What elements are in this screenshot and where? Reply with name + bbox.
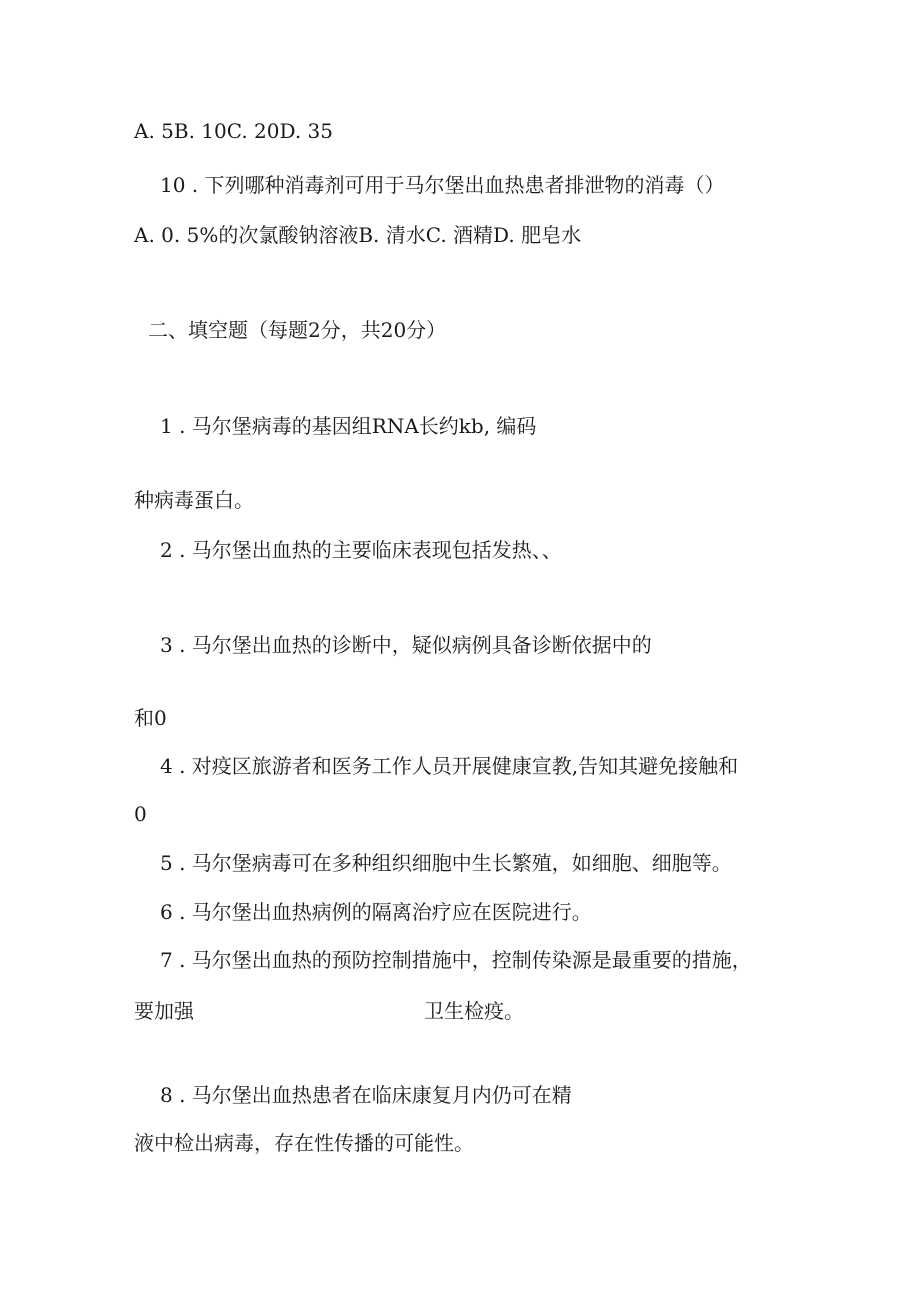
fill-question-7-cont-right: 卫生检疫。 — [424, 999, 524, 1023]
fill-question-2: 2 . 马尔堡出血热的主要临床表现包括发热、、 — [160, 538, 562, 562]
fill-question-1: 1 . 马尔堡病毒的基因组RNA长约kb, 编码 — [160, 414, 537, 438]
fill-question-4: 4 . 对疫区旅游者和医务工作人员开展健康宣教,告知其避免接触和 — [160, 754, 739, 778]
fill-question-5: 5 . 马尔堡病毒可在多种组织细胞中生长繁殖，如细胞、细胞等。 — [160, 851, 732, 875]
fill-question-8: 8 . 马尔堡出血热患者在临床康复月内仍可在精 — [160, 1083, 572, 1107]
section-heading-fill-in: 二、填空题（每题2分，共20分） — [148, 318, 447, 342]
fill-question-3-cont: 和0 — [134, 706, 167, 730]
fill-question-1-cont: 种病毒蛋白。 — [134, 488, 254, 512]
fill-question-8-cont: 液中检出病毒，存在性传播的可能性。 — [134, 1131, 474, 1155]
fill-question-6: 6 . 马尔堡出血热病例的隔离治疗应在医院进行。 — [160, 900, 592, 924]
question-9-options: A. 5B. 10C. 20D. 35 — [134, 119, 333, 143]
question-10: 10 . 下列哪种消毒剂可用于马尔堡出血热患者排泄物的消毒（） — [160, 173, 725, 197]
fill-question-7: 7 . 马尔堡出血热的预防控制措施中，控制传染源是最重要的措施， — [160, 948, 752, 972]
fill-question-4-cont: 0 — [134, 802, 147, 826]
question-10-options: A. 0. 5%的次氯酸钠溶液B. 清水C. 酒精D. 肥皂水 — [134, 223, 582, 247]
fill-question-3: 3 . 马尔堡出血热的诊断中，疑似病例具备诊断依据中的 — [160, 633, 652, 657]
fill-question-7-cont-left: 要加强 — [134, 999, 194, 1023]
